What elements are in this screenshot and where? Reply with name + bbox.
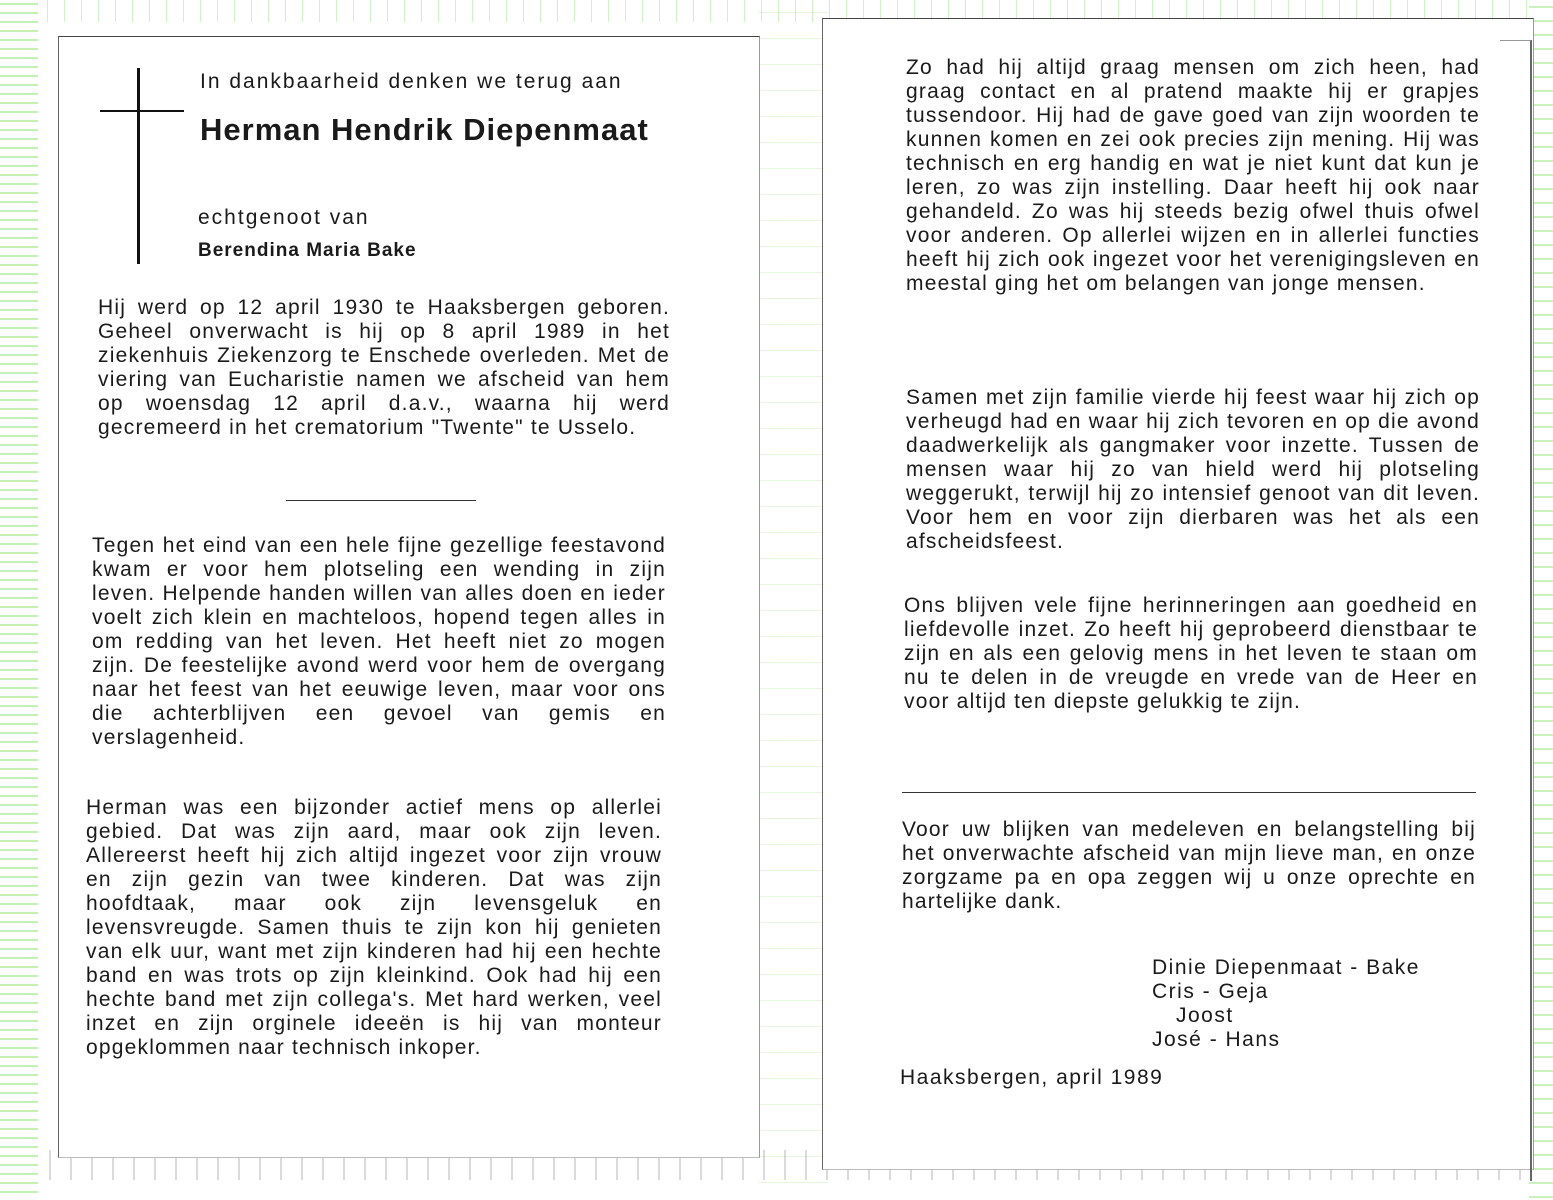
- right-card-edge: [1500, 40, 1532, 1181]
- deceased-name: Herman Hendrik Diepenmaat: [200, 112, 649, 147]
- left-paragraph-3: Herman was een bijzonder actief mens op allerlei gebied. Dat was zijn aard, maar ook zijn leven. Allereerst heeft hij zich altijd ingezet voor zijn vrouw en zijn gezin van twee kinderen. Dat was zijn hoofdtaak, maar ook zijn levensgeluk en levensvreugde. Samen thuis te zijn kon hij genieten van elk uur, want met zijn kinderen had hij een hechte band en was trots op zijn kleinkind. Ook had hij een hechte band met zijn collega's. Met hard werken, veel inzet en zijn orginele ideeën is hij van monteur opgeklommen naar technisch inkoper.: [86, 796, 662, 1059]
- scan-noise-middle: [758, 0, 828, 1200]
- right-paragraph-1: Zo had hij altijd graag mensen om zich heen, had graag contact en al pratend maakte hij er grapjes tussendoor. Hij had de gave goed van zijn woorden te kunnen komen en zei ook precies zijn mening. Hij was technisch en erg handig en wat je niet kunt dat kun je leren, zo was zijn instelling. Daar heeft hij ook naar gehandeld. Zo was hij steeds bezig ofwel thuis ofwel voor anderen. Op allerlei wijzen en in allerlei functies heeft hij zich ook ingezet voor het verenigingsleven en meestal ging het om belangen van jonge mensen.: [906, 56, 1480, 295]
- signature-line: Joost: [1176, 1004, 1234, 1027]
- signature-line: Dinie Diepenmaat - Bake: [1152, 956, 1420, 979]
- thanks-paragraph: Voor uw blijken van medeleven en belangstelling bij het onverwachte afscheid van mijn lieve man, en onze zorgzame pa en opa zeggen wij u onze oprechte en hartelijke dank.: [902, 818, 1476, 913]
- signature-line: José - Hans: [1152, 1028, 1281, 1051]
- cross-icon-vertical: [137, 68, 140, 264]
- spouse-name: Berendina Maria Bake: [198, 240, 417, 261]
- signature-line: Cris - Geja: [1152, 980, 1269, 1003]
- left-paragraph-1: Hij werd op 12 april 1930 te Haaksbergen geboren. Geheel onverwacht is hij op 8 april 1989 in het ziekenhuis Ziekenzorg te Enschede overleden. Met de viering van Eucharistie namen we afscheid van hem op woensdag 12 april d.a.v., waarna hij werd gecremeerd in het crematorium "Twente" te Usselo.: [98, 296, 670, 439]
- spouse-label: echtgenoot van: [198, 206, 370, 229]
- cross-icon-horizontal: [100, 110, 184, 112]
- signatures: [1152, 956, 1420, 1052]
- left-paragraph-2: Tegen het eind van een hele fijne gezellige feestavond kwam er voor hem plotseling een wending in zijn leven. Helpende handen willen van alles doen en ieder voelt zich klein en machteloos, hopend tegen alles in om redding van het leven. Het heeft niet zo mogen zijn. De feestelijke avond werd voor hem de overgang naar het feest van het eeuwige leven, maar voor ons die achterblijven een gevoel van gemis en verslagenheid.: [92, 534, 666, 749]
- right-paragraph-2: Samen met zijn familie vierde hij feest waar hij zich op verheugd had en waar hij zich tevoren en op die avond daadwerkelijk als gangmaker voor inzette. Tussen de mensen waar hij zo van hield werd hij plotseling weggerukt, terwijl hij zo intensief genoot van dit leven. Voor hem en voor zijn dierbaren was het als een afscheidsfeest.: [906, 386, 1480, 553]
- scan-noise-left: [0, 0, 38, 1200]
- place-date: Haaksbergen, april 1989: [900, 1066, 1164, 1089]
- right-paragraph-3: Ons blijven vele fijne herinneringen aan goedheid en liefdevolle inzet. Zo heeft hij geprobeerd dienstbaar te zijn en als een gelovig mens in het leven te staan om nu te delen in de vreugde en vrede van de Heer en voor altijd ten diepste gelukkig te zijn.: [904, 594, 1478, 713]
- intro-line: In dankbaarheid denken we terug aan: [200, 70, 623, 93]
- right-divider: [902, 792, 1476, 793]
- left-divider: [286, 500, 476, 501]
